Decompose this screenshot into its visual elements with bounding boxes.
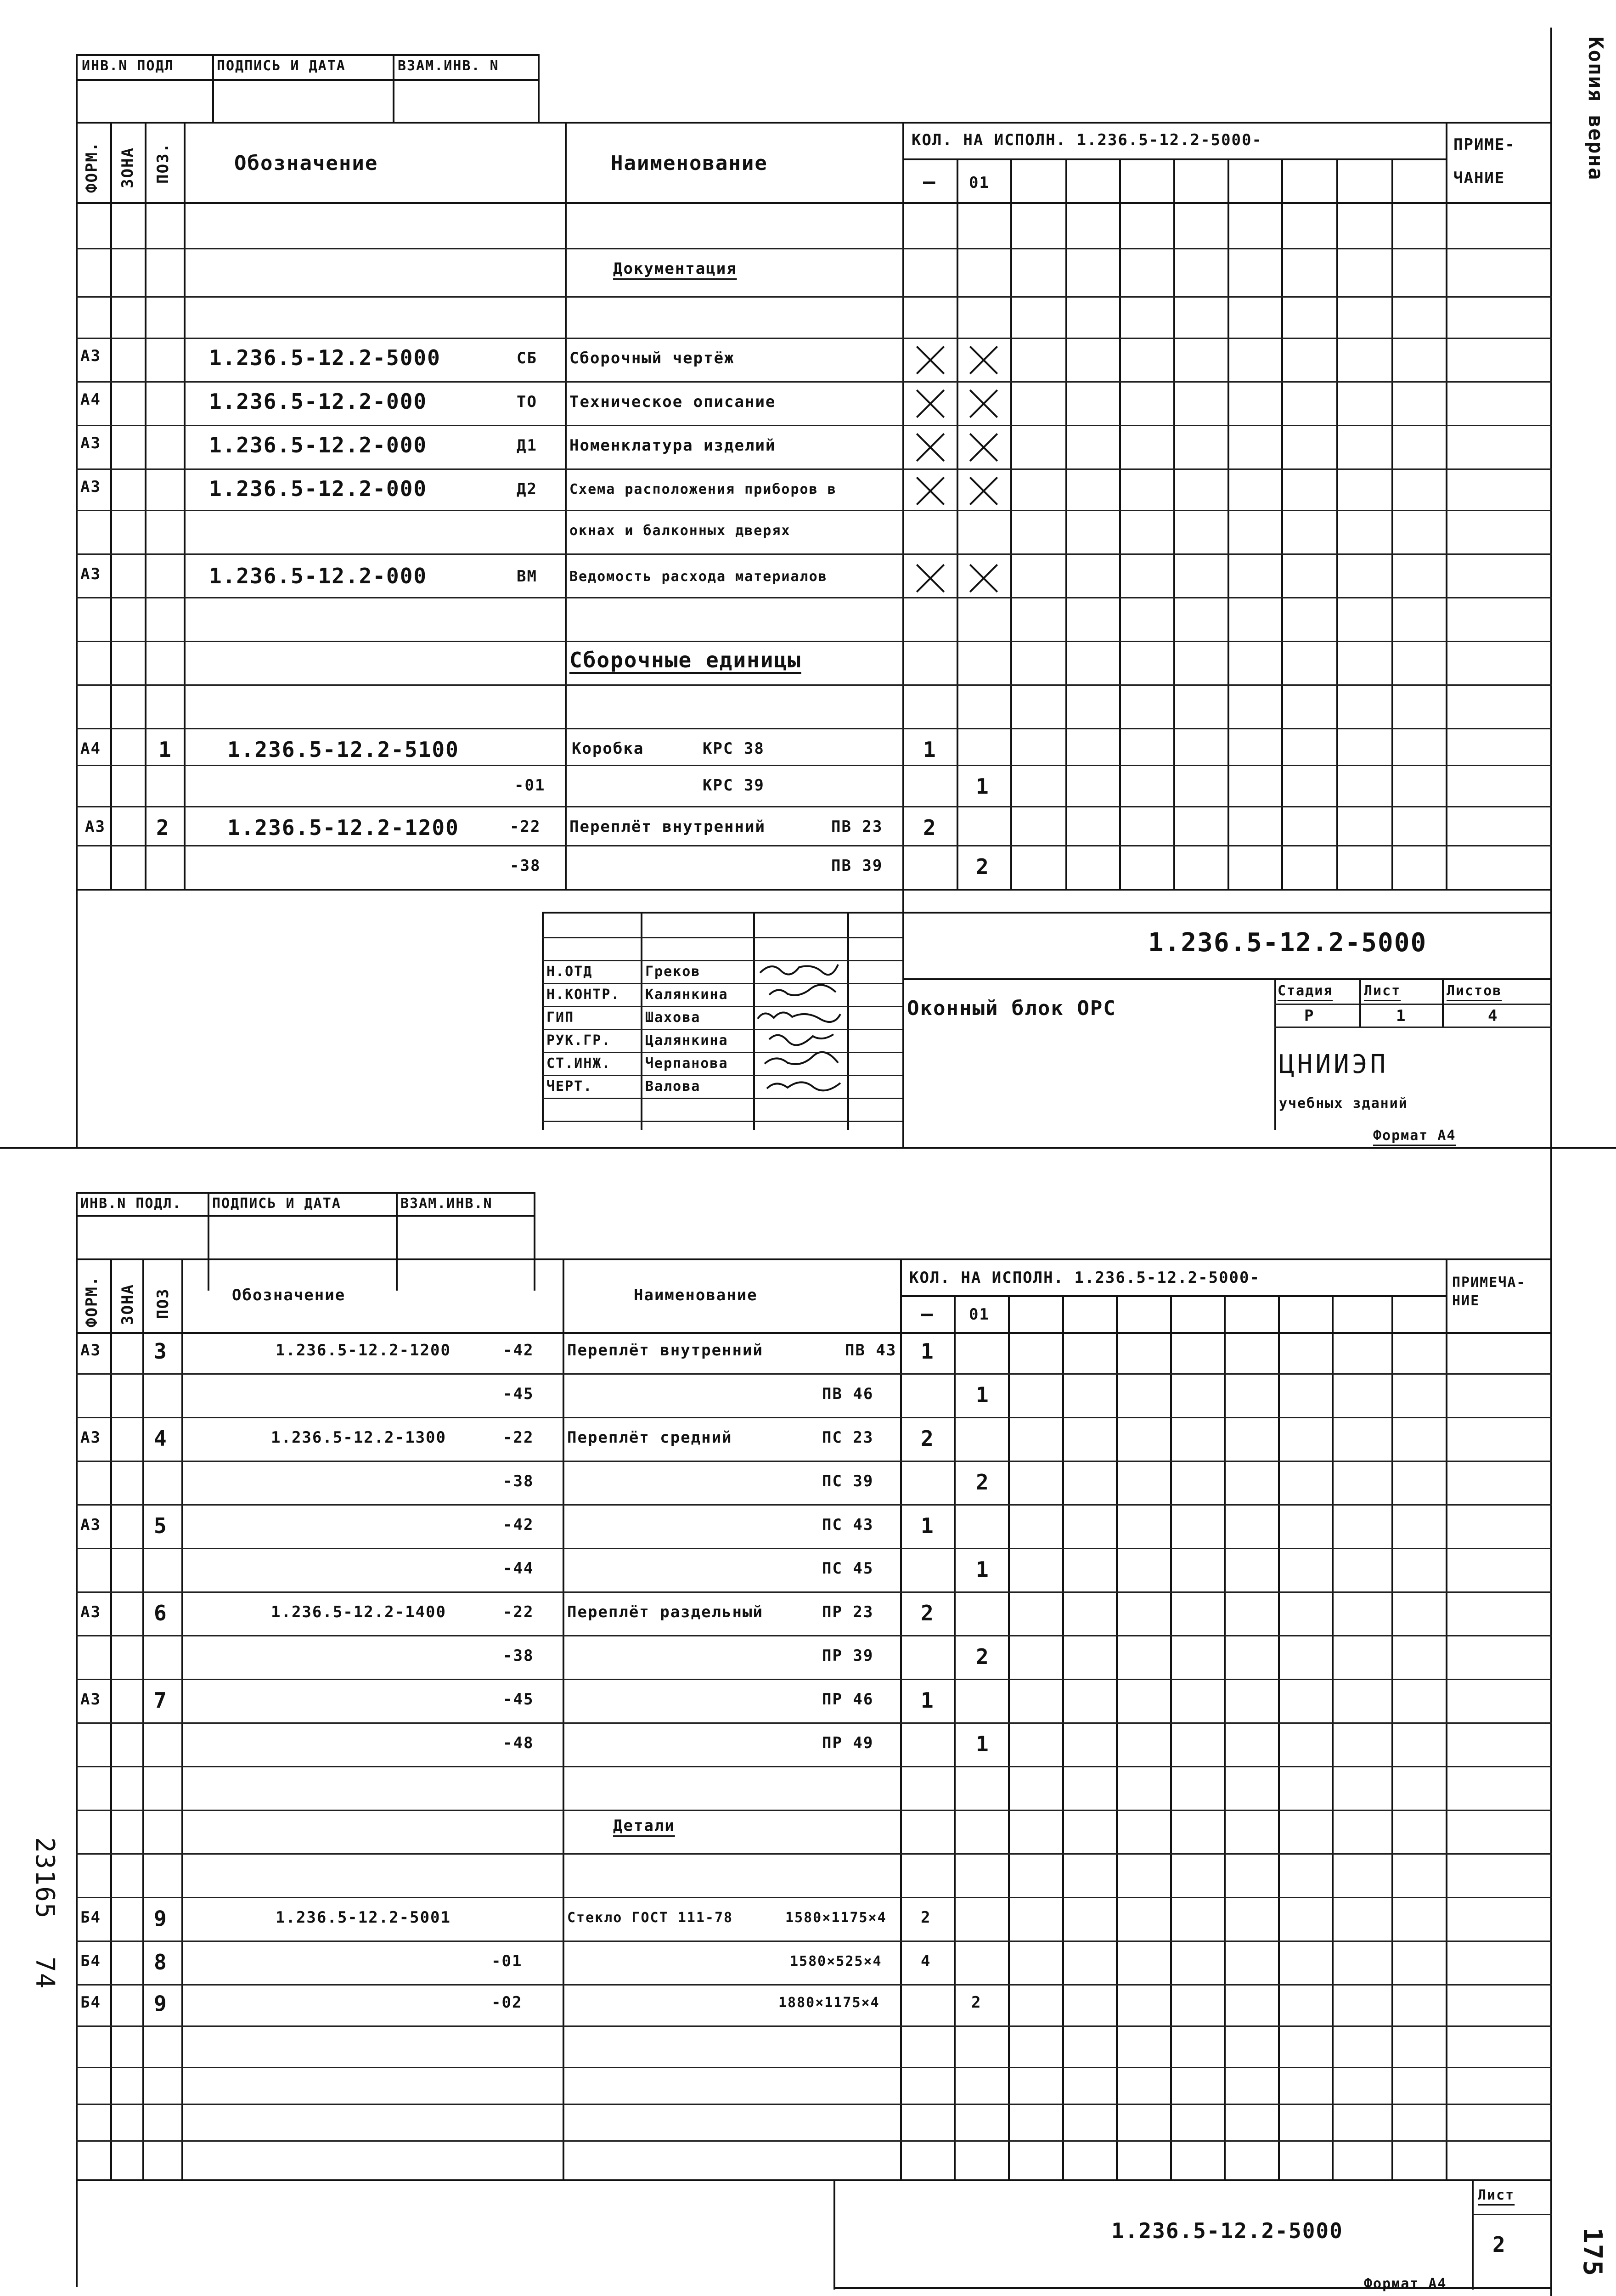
hdr-oboznachenie: Обозначение	[232, 1286, 346, 1304]
row-line	[76, 248, 1552, 249]
col-line	[563, 1258, 564, 2179]
naimenovanie: Стекло ГОСТ 111-78	[567, 1910, 733, 1926]
stamp-podpis-data: ПОДПИСЬ И ДАТА	[217, 58, 346, 74]
rule	[753, 912, 755, 1130]
person: Шахова	[645, 1010, 701, 1026]
suffix: -42	[503, 1341, 534, 1360]
row-line	[76, 2025, 1552, 2027]
row-line	[76, 1373, 1552, 1375]
row-line	[76, 1504, 1552, 1506]
col-line	[1008, 1295, 1010, 2179]
rule	[76, 79, 540, 81]
naimenovanie: Номенклатура изделий	[569, 436, 776, 455]
naimenovanie-2: КРС 38	[703, 739, 765, 758]
qty-01: 2	[976, 854, 990, 879]
naimenovanie: Ведомость расхода материалов	[569, 569, 828, 585]
qty-base: 2	[921, 1601, 935, 1625]
hdr-format: ФОРМ.	[83, 1275, 101, 1327]
rule	[542, 1075, 902, 1076]
row-line	[76, 684, 1552, 686]
suffix: -22	[510, 818, 541, 836]
rule	[76, 54, 540, 56]
rule	[76, 1215, 535, 1217]
rule	[208, 1192, 209, 1291]
rule	[534, 1192, 535, 1291]
naimenovanie-2: КРС 39	[703, 776, 765, 795]
fmt: Б4	[80, 1908, 101, 1927]
rule	[542, 937, 902, 938]
fmt: А3	[80, 1428, 101, 1447]
signature-graphic	[767, 1028, 836, 1046]
hdr-poz: ПОЗ	[154, 1288, 172, 1319]
oboznachenie: 1.236.5-12.2-5000	[209, 345, 441, 370]
format-label: Формат А4	[1364, 2276, 1447, 2292]
hdr-kol: КОЛ. НА ИСПОЛН. 1.236.5-12.2-5000-	[912, 131, 1262, 149]
fmt: А3	[80, 434, 101, 452]
row-line	[76, 845, 1552, 846]
naimenovanie-2: ПВ 23	[831, 818, 883, 836]
hdr-primechanie-2: НИЕ	[1452, 1293, 1480, 1309]
naimenovanie-2: ПС 45	[822, 1559, 874, 1578]
title-name: Оконный блок ОРС	[907, 997, 1116, 1020]
hdr-poz: ПОЗ.	[154, 142, 172, 184]
hdr-primechanie-1: ПРИМЕ-	[1453, 135, 1515, 154]
fmt: А3	[80, 1341, 101, 1360]
col-line	[1336, 158, 1338, 889]
col-line	[1224, 1295, 1226, 2179]
rule	[542, 912, 544, 1130]
row-line	[76, 1548, 1552, 1549]
hdr-kol-01: 01	[969, 1305, 990, 1324]
row-line	[76, 1897, 1552, 1898]
suffix: -01	[514, 776, 546, 795]
col-line	[145, 122, 146, 889]
suffix: -02	[491, 1993, 523, 2012]
qty-01: 2	[976, 1644, 990, 1669]
col-line	[1062, 1295, 1064, 2179]
poz: 9	[154, 1991, 168, 2016]
qty-base: 1	[921, 1339, 935, 1364]
naimenovanie-2: ПС 43	[822, 1516, 874, 1534]
row-line	[76, 1591, 1552, 1593]
oboznachenie: 1.236.5-12.2-5100	[227, 737, 459, 762]
oboznachenie: 1.236.5-12.2-000	[209, 433, 428, 457]
hdr-oboznachenie: Обозначение	[234, 152, 378, 175]
row-line	[76, 338, 1552, 339]
suffix: -48	[503, 1734, 534, 1752]
suffix: СБ	[517, 349, 537, 367]
row-line	[76, 468, 1552, 470]
stamp-inv-podl: ИНВ.N ПОДЛ	[82, 58, 174, 74]
suffix: -22	[503, 1603, 534, 1621]
naimenovanie: Схема расположения приборов в	[569, 481, 837, 497]
row-line	[76, 296, 1552, 298]
person: Цалянкина	[645, 1032, 728, 1049]
rule	[1274, 978, 1276, 1130]
qty-01: 1	[976, 774, 990, 799]
rule	[542, 1006, 902, 1007]
margin-number-2: 74	[30, 1957, 60, 1990]
col-line	[902, 122, 904, 1148]
row-line	[76, 889, 1552, 891]
naimenovanie-2: 1580×525×4	[790, 1953, 882, 1969]
naimenovanie: Переплёт внутренний	[567, 1341, 763, 1360]
listov-value: 4	[1488, 1007, 1498, 1025]
rule	[538, 54, 540, 123]
oboznachenie: 1.236.5-12.2-5001	[276, 1908, 451, 1927]
poz: 6	[154, 1601, 168, 1625]
suffix: -38	[503, 1472, 534, 1490]
x-mark	[916, 433, 945, 462]
row-line	[76, 2067, 1552, 2068]
row-line	[76, 1984, 1552, 1986]
listov-label: Листов	[1447, 983, 1502, 999]
bottom-code: 1.236.5-12.2-5000	[1111, 2218, 1343, 2243]
poz: 1	[158, 737, 172, 762]
oboznachenie: 1.236.5-12.2-1200	[227, 815, 459, 840]
row-line	[76, 806, 1552, 807]
person: Греков	[645, 964, 701, 980]
rule	[542, 1052, 902, 1053]
oboznachenie: 1.236.5-12.2-1300	[271, 1428, 446, 1447]
hdr-kol-01: 01	[969, 174, 990, 192]
oboznachenie: 1.236.5-12.2-1400	[271, 1603, 446, 1621]
hdr-naimenovanie: Наименование	[634, 1286, 758, 1304]
role: ЧЕРТ.	[546, 1078, 593, 1094]
list-label: Лист	[1478, 2187, 1515, 2203]
row-line	[76, 2104, 1552, 2105]
oboznachenie: 1.236.5-12.2-000	[209, 564, 428, 588]
suffix: ТО	[517, 393, 537, 411]
fmt: Б4	[80, 1993, 101, 2012]
row-line	[76, 2140, 1552, 2142]
row-line	[76, 728, 1552, 729]
signature-graphic	[755, 1005, 843, 1023]
copy-verified-note: Копия верна	[1584, 37, 1607, 181]
col-line	[1391, 158, 1393, 889]
naimenovanie: окнах и балконных дверях	[569, 523, 791, 539]
row-line	[76, 641, 1552, 642]
qty-base: 1	[921, 1688, 935, 1713]
signature-graphic	[758, 959, 840, 977]
qty-base: 2	[921, 1426, 935, 1451]
format-label: Формат А4	[1373, 1128, 1456, 1144]
suffix: Д1	[517, 436, 537, 455]
col-line	[181, 1258, 183, 2179]
stamp-inv-podl: ИНВ.N ПОДЛ.	[80, 1196, 182, 1212]
col-line	[1173, 158, 1175, 889]
x-mark	[916, 476, 945, 506]
suffix: -38	[510, 857, 541, 875]
fmt: А3	[80, 347, 101, 365]
fmt: А3	[80, 1516, 101, 1534]
rule	[542, 1029, 902, 1030]
section-details: Детали	[613, 1816, 675, 1835]
rule	[1472, 2179, 1474, 2290]
list-value: 2	[1492, 2232, 1506, 2257]
col-line	[1391, 1295, 1393, 2179]
qty-01: 1	[976, 1382, 990, 1407]
qty-base: 1	[921, 1513, 935, 1538]
naimenovanie: Коробка	[572, 739, 644, 758]
suffix: Д2	[517, 480, 537, 498]
list-label: Лист	[1364, 983, 1401, 999]
naimenovanie: Сборочный чертёж	[569, 349, 735, 367]
poz: 2	[156, 815, 170, 840]
qty-01: 2	[976, 1470, 990, 1495]
naimenovanie: Техническое описание	[569, 393, 776, 411]
row-line	[76, 1722, 1552, 1724]
hdr-kol: КОЛ. НА ИСПОЛН. 1.236.5-12.2-5000-	[909, 1269, 1260, 1287]
rule	[542, 912, 1552, 914]
naimenovanie: Переплёт внутренний	[569, 818, 766, 836]
section-assembly-units: Сборочные единицы	[569, 648, 801, 672]
naimenovanie-2: ПР 49	[822, 1734, 874, 1752]
rule	[542, 983, 902, 984]
row-line	[76, 381, 1552, 383]
poz: 7	[154, 1688, 168, 1713]
col-line	[1116, 1295, 1118, 2179]
rule	[641, 912, 642, 1130]
naimenovanie-2: 1880×1175×4	[778, 1995, 880, 2011]
col-line	[1170, 1295, 1172, 2179]
poz: 4	[154, 1426, 168, 1451]
rule	[542, 960, 902, 961]
qty-base: 4	[921, 1952, 931, 1970]
col-line	[1446, 1258, 1447, 2179]
rule	[833, 2179, 1552, 2181]
naimenovanie: Переплёт раздельный	[567, 1603, 763, 1621]
role: РУК.ГР.	[546, 1032, 611, 1049]
col-line	[110, 122, 112, 889]
person: Калянкина	[645, 987, 728, 1003]
fmt: А3	[80, 1690, 101, 1709]
hdr-primechanie-1: ПРИМЕЧА-	[1452, 1275, 1526, 1291]
oboznachenie: 1.236.5-12.2-1200	[276, 1341, 451, 1360]
org-subname: учебных зданий	[1279, 1095, 1408, 1111]
hdr-naimenovanie: Наименование	[611, 152, 768, 175]
suffix: -45	[503, 1690, 534, 1709]
col-line	[957, 158, 958, 889]
naimenovanie-2: 1580×1175×4	[785, 1910, 887, 1926]
naimenovanie-2: ПС 23	[822, 1428, 874, 1447]
role: Н.ОТД	[546, 964, 593, 980]
stamp-vzam-inv: ВЗАМ.ИНВ.N	[400, 1196, 493, 1212]
signature-graphic	[762, 1051, 840, 1069]
poz: 8	[154, 1950, 168, 1974]
poz: 9	[154, 1906, 168, 1931]
rule	[1442, 978, 1444, 1027]
signature-graphic	[767, 982, 840, 1000]
naimenovanie-2: ПВ 43	[845, 1341, 897, 1360]
col-line	[110, 1258, 112, 2179]
naimenovanie-2: ПР 23	[822, 1603, 874, 1621]
page-number: 175	[1577, 2228, 1607, 2277]
x-mark	[969, 345, 998, 375]
rule	[1359, 978, 1361, 1027]
col-line	[954, 1295, 956, 2179]
x-mark	[969, 389, 998, 418]
row-line	[76, 1766, 1552, 1767]
suffix: -42	[503, 1516, 534, 1534]
col-line	[184, 122, 186, 889]
rule	[900, 1295, 1447, 1297]
naimenovanie: Переплёт средний	[567, 1428, 732, 1447]
col-line	[565, 122, 567, 889]
naimenovanie-2: ПР 39	[822, 1647, 874, 1665]
oboznachenie: 1.236.5-12.2-000	[209, 389, 428, 414]
rule	[902, 978, 1552, 980]
rule	[542, 1121, 902, 1122]
rule	[833, 2179, 835, 2290]
rule	[1274, 1027, 1552, 1028]
row-line	[76, 1417, 1552, 1418]
hdr-primechanie-2: ЧАНИЕ	[1453, 169, 1505, 187]
margin-number-1: 23165	[30, 1837, 60, 1919]
rule	[76, 1332, 1552, 1334]
col-line	[1281, 158, 1283, 889]
col-line	[1010, 158, 1012, 889]
suffix: -44	[503, 1559, 534, 1578]
rule	[1274, 1004, 1552, 1005]
col-line	[1332, 1295, 1334, 2179]
row-line	[76, 1679, 1552, 1680]
fmt: А3	[80, 1603, 101, 1621]
qty-01: 1	[976, 1557, 990, 1582]
qty-base: 2	[923, 815, 937, 840]
x-mark	[969, 476, 998, 506]
hdr-kol-dash: –	[921, 1302, 934, 1326]
rule	[1472, 2214, 1552, 2215]
row-line	[76, 1461, 1552, 1462]
row-line	[76, 510, 1552, 511]
suffix: -45	[503, 1385, 534, 1403]
x-mark	[916, 564, 945, 593]
rule	[847, 912, 849, 1130]
suffix: -22	[503, 1428, 534, 1447]
row-line	[76, 1853, 1552, 1855]
qty-base: 2	[921, 1908, 931, 1927]
rule	[542, 1098, 902, 1099]
qty-01: 1	[976, 1732, 990, 1756]
fmt: А3	[80, 478, 101, 496]
suffix: -38	[503, 1647, 534, 1665]
col-line	[142, 1258, 144, 2179]
signature-graphic	[765, 1075, 843, 1093]
fmt: Б4	[80, 1952, 101, 1970]
col-line	[1446, 122, 1447, 889]
fmt: А4	[80, 739, 101, 758]
rule	[76, 202, 1552, 204]
hdr-zona: ЗОНА	[118, 1284, 137, 1325]
rule	[76, 54, 78, 123]
stamp-podpis-data: ПОДПИСЬ И ДАТА	[212, 1196, 341, 1212]
frame-left	[76, 122, 78, 1148]
x-mark	[969, 433, 998, 462]
row-line	[76, 1635, 1552, 1636]
rule	[396, 1192, 398, 1291]
x-mark	[916, 389, 945, 418]
row-line	[76, 1810, 1552, 1811]
oboznachenie: 1.236.5-12.2-000	[209, 476, 428, 501]
frame-top	[76, 1258, 1552, 1260]
qty-01: 2	[971, 1993, 982, 2012]
qty-base: 1	[923, 737, 937, 762]
poz: 3	[154, 1339, 168, 1364]
person: Черпанова	[645, 1055, 728, 1072]
fmt: А3	[80, 565, 101, 583]
col-line	[900, 1258, 902, 2179]
naimenovanie-2: ПВ 39	[831, 857, 883, 875]
row-line	[76, 425, 1552, 426]
col-line	[1227, 158, 1229, 889]
suffix: -01	[491, 1952, 523, 1970]
sheet-2	[0, 1148, 1616, 2296]
row-line	[76, 1941, 1552, 1942]
section-documentation: Документация	[613, 259, 737, 278]
col-line	[1065, 158, 1067, 889]
poz: 5	[154, 1513, 168, 1538]
hdr-format: ФОРМ.	[83, 141, 101, 193]
stadia-label: Стадия	[1278, 983, 1333, 999]
fmt: А3	[85, 818, 106, 836]
org-name: ЦНИИЭП	[1279, 1049, 1389, 1079]
stadia-value: Р	[1304, 1007, 1315, 1025]
person: Валова	[645, 1078, 701, 1094]
role: СТ.ИНЖ.	[546, 1055, 611, 1072]
row-line	[76, 765, 1552, 766]
hdr-kol-dash: –	[923, 170, 936, 193]
hdr-zona: ЗОНА	[118, 147, 137, 188]
list-value: 1	[1396, 1007, 1407, 1025]
rule	[76, 1192, 535, 1194]
role: Н.КОНТР.	[546, 987, 620, 1003]
frame-left	[76, 1192, 78, 2287]
suffix: ВМ	[517, 567, 537, 586]
rule	[212, 54, 214, 123]
frame-top	[76, 122, 1552, 124]
col-line	[1278, 1295, 1280, 2179]
fmt: А4	[80, 390, 101, 409]
col-line	[1119, 158, 1121, 889]
title-code: 1.236.5-12.2-5000	[1148, 928, 1427, 958]
naimenovanie-2: ПС 39	[822, 1472, 874, 1490]
row-line	[76, 553, 1552, 555]
frame-right	[1550, 28, 1552, 1148]
row-line	[76, 597, 1552, 598]
x-mark	[916, 345, 945, 375]
x-mark	[969, 564, 998, 593]
role: ГИП	[546, 1010, 574, 1026]
naimenovanie-2: ПР 46	[822, 1690, 874, 1709]
naimenovanie-2: ПВ 46	[822, 1385, 874, 1403]
stamp-vzam-inv: ВЗАМ.ИНВ. N	[398, 58, 499, 74]
rule	[393, 54, 394, 123]
